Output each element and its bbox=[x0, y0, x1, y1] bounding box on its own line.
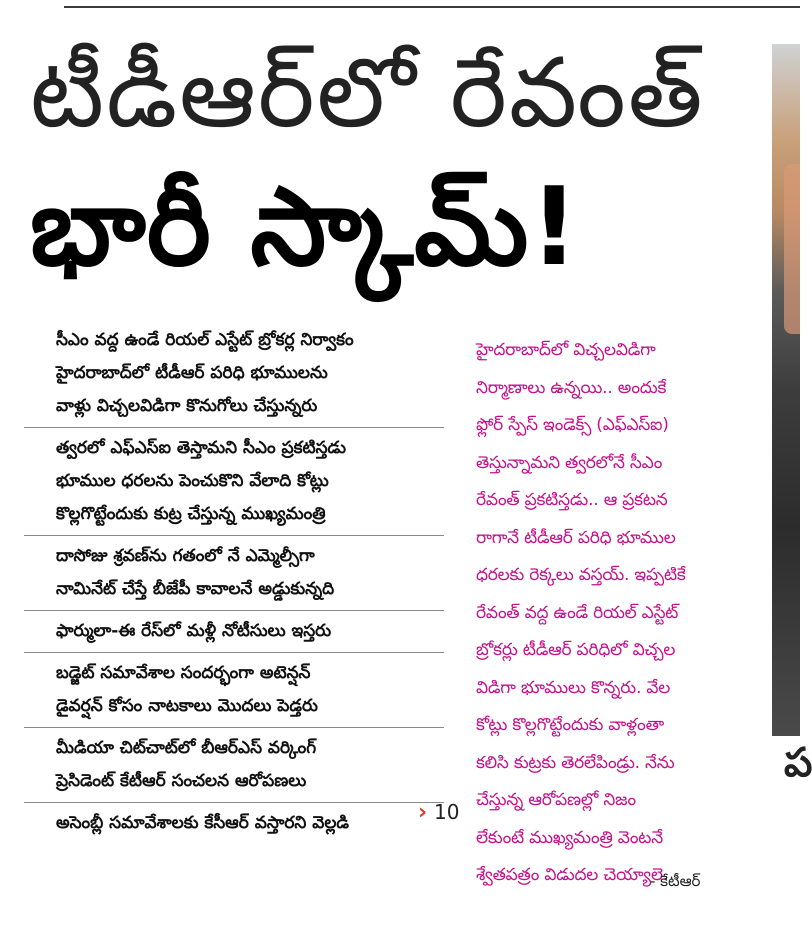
cropped-glyph: ప bbox=[784, 740, 812, 786]
bullet-group bbox=[24, 428, 444, 536]
bullet-group bbox=[24, 653, 444, 728]
bullet-line: డైవర్షన్‌ కోసం నాటకాలు మొదలు పెడ్తరు bbox=[56, 696, 318, 716]
quote-line: కలిసి కుట్రకు తెరలేపిండ్రు. నేను bbox=[476, 752, 675, 773]
quote-line: నిర్మాణాలు ఉన్నయి.. అందుకే bbox=[476, 377, 667, 398]
bullet-group bbox=[24, 803, 444, 844]
headline-line-2: భారీ స్కామ్‌! bbox=[30, 165, 580, 290]
quote-byline: - కేటీఆర్‌ bbox=[650, 872, 701, 890]
bullet-group bbox=[24, 320, 444, 428]
bullet-line: మీడియా చిట్‌చాట్‌లో బీఆర్‌ఎస్‌ వర్కింగ్‌ bbox=[56, 738, 317, 758]
bullet-line: నామినేట్‌ చేస్తే బీజేపీ కావాలనే అడ్డుకున్నది bbox=[56, 579, 335, 599]
quote-line: ఫ్లోర్‌ స్పేస్‌ ఇండెక్స్‌ (ఎఫ్‌ఎస్‌ఐ) bbox=[476, 415, 669, 435]
quote-line: రాగానే టీడీఆర్‌ పరిధి భూముల bbox=[476, 527, 676, 548]
headline-line-1: టీడీఆర్‌లో రేవంత్‌ bbox=[30, 37, 705, 149]
bullet-line: ఫార్ములా-ఈ రేస్‌లో మళ్లీ నోటీసులు ఇస్తరు bbox=[56, 621, 332, 641]
quote-line: ధరలకు రెక్కలు వస్తయ్‌. ఇప్పటికే bbox=[476, 565, 686, 585]
top-rule bbox=[64, 6, 800, 8]
quote-line: హైదరాబాద్‌లో విచ్చలవిడిగా bbox=[476, 340, 656, 360]
quote-line: చేస్తున్న ఆరోపణల్లో నిజం bbox=[476, 790, 636, 810]
bullet-group bbox=[24, 536, 444, 611]
bullet-line: హైదరాబాద్‌లో టీడీఆర్‌ పరిధి భూములను bbox=[56, 363, 328, 383]
bullet-list bbox=[24, 320, 444, 844]
quote-line: కోట్లు కొల్లగొట్టేందుకు వాళ్లంతా bbox=[476, 715, 664, 735]
quote-line: రేవంత్‌ ప్రకటిస్తడు.. ఆ ప్రకటన bbox=[476, 490, 668, 510]
chevron-right-icon: › bbox=[418, 800, 428, 825]
bullet-line: అసెంబ్లీ సమావేశాలకు కేసీఆర్‌ వస్తారని వెల్లడి bbox=[56, 813, 350, 833]
quote-line: బ్రోకర్లు టీడీఆర్‌ పరిధిలో విచ్చల bbox=[476, 640, 676, 660]
bullet-line: దాసోజు శ్రవణ్‌ను గతంలో నే ఎమ్మెల్సీగా bbox=[56, 546, 315, 566]
bullet-line: వాళ్లు విచ్చలవిడిగా కొనుగోలు చేస్తున్నరు bbox=[56, 396, 318, 416]
bullet-group bbox=[24, 611, 444, 653]
quote-line: లేకుంటే ముఖ్యమంత్రి వెంటనే bbox=[476, 827, 663, 848]
bullet-line: త్వరలో ఎఫ్‌ఎస్‌ఐ తెస్తామని సీఎం ప్రకటిస్తడు bbox=[56, 438, 346, 458]
pull-quote bbox=[476, 332, 766, 895]
bullet-line: భూముల ధరలను పెంచుకొని వేలాది కోట్లు bbox=[56, 471, 329, 491]
quote-line: రేవంత్‌ వద్ద ఉండే రియల్‌ ఎస్టేట్‌ bbox=[476, 602, 679, 623]
bullet-line: సీఎం వద్ద ఉండే రియల్‌ ఎస్టేట్‌ బ్రోకర్ల నిర్వాకం bbox=[56, 330, 354, 350]
photo-strip bbox=[772, 44, 800, 736]
quote-line: విడిగా భూములు కొన్నరు. వేల bbox=[476, 677, 671, 698]
page-reference: 10 bbox=[434, 800, 460, 824]
quote-line: తెస్తున్నామని త్వరలోనే సీఎం bbox=[476, 452, 663, 473]
quote-line: శ్వేతపత్రం విడుదల చెయ్యాలె. bbox=[476, 865, 669, 885]
bullet-line: కొల్లగొట్టేందుకు కుట్ర చేస్తున్న ముఖ్యమంత్రి bbox=[56, 504, 326, 524]
bullet-line: ప్రెసిడెంట్‌ కేటీఆర్‌ సంచలన ఆరోపణలు bbox=[56, 771, 307, 791]
bullet-group bbox=[24, 728, 444, 803]
bullet-line: బడ్జెట్‌ సమావేశాల సందర్భంగా అటెన్షన్‌ bbox=[56, 663, 311, 683]
